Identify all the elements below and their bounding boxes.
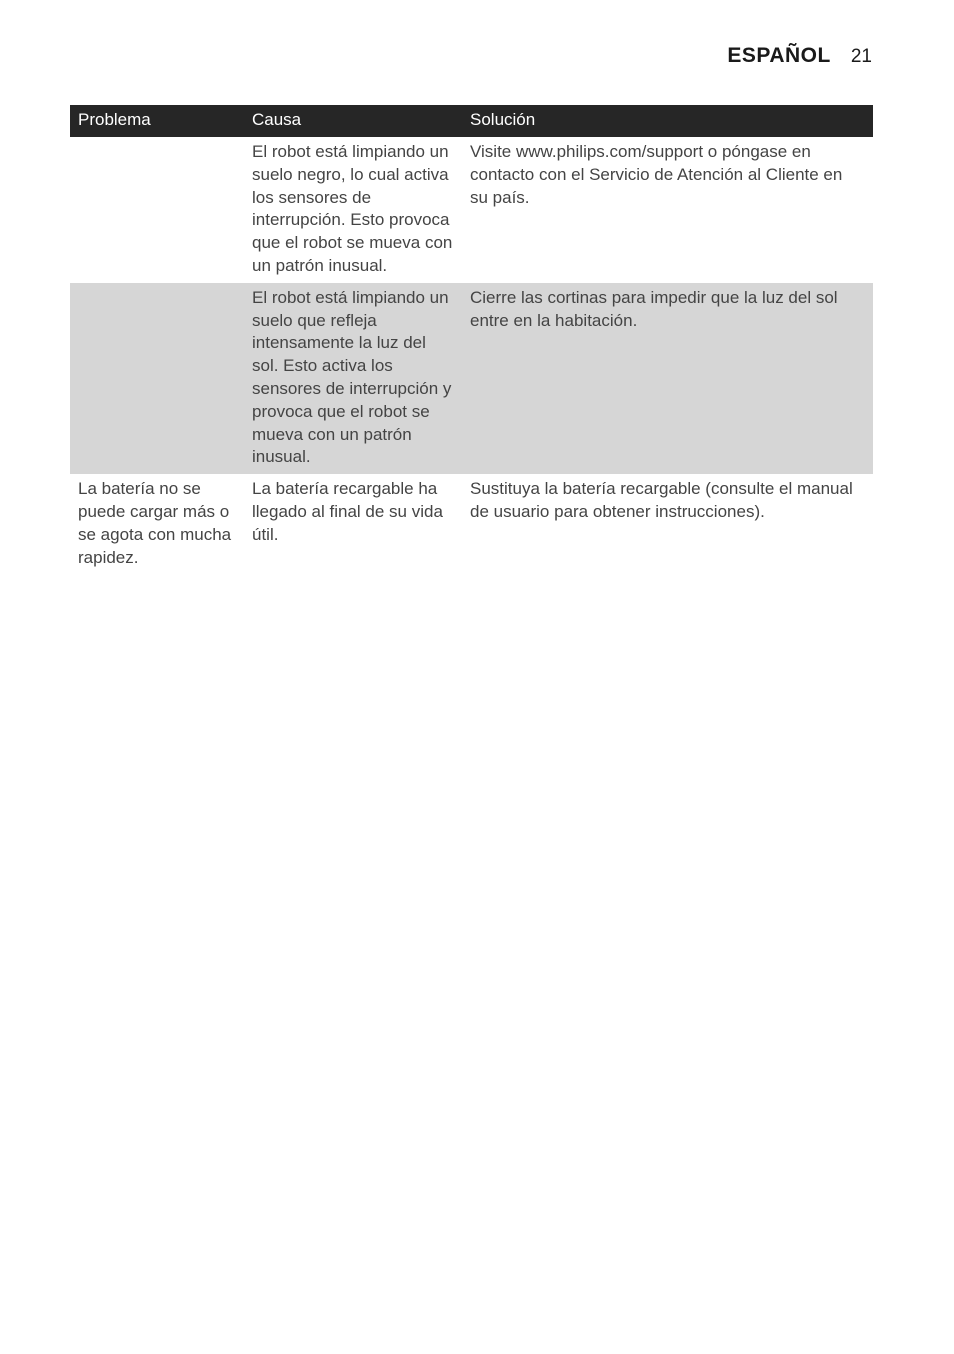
cell-problema [70, 137, 244, 283]
troubleshooting-table [70, 105, 873, 574]
language-label: ESPAÑOL [727, 44, 831, 67]
cell-solucion: Visite www.philips.com/support o póngase en contacto con el Servicio de Atención al Cliente en su país. [470, 142, 843, 207]
cell-solucion: Cierre las cortinas para impedir que la luz del sol entre en la habitación. [462, 283, 873, 474]
cell-causa: El robot está limpiando un suelo que refleja intensamente la luz del sol. Esto activa los sensores de interrupción y provoca que el robot se mueva con un patrón inusual. [244, 283, 462, 474]
column-header-causa: Causa [244, 105, 462, 137]
table-header-row [70, 105, 873, 137]
cell-causa: La batería recargable ha llegado al final de su vida útil. [252, 479, 443, 544]
page-header [727, 44, 872, 68]
cell-solucion: Sustituya la batería recargable (consulte el manual de usuario para obtener instrucciones). [470, 479, 853, 521]
table-row [70, 137, 873, 283]
cell-problema [70, 283, 244, 474]
cell-problema: La batería no se puede cargar más o se agota con mucha rapidez. [78, 479, 232, 567]
table-row [70, 283, 873, 474]
column-header-solucion: Solución [462, 105, 873, 137]
column-header-problema: Problema [70, 105, 244, 137]
table-row [70, 474, 873, 574]
cell-causa: El robot está limpiando un suelo negro, lo cual activa los sensores de interrupción. Esto provoca que el robot se mueva con un patrón inusual. [252, 142, 453, 275]
page-number: 21 [850, 46, 872, 67]
